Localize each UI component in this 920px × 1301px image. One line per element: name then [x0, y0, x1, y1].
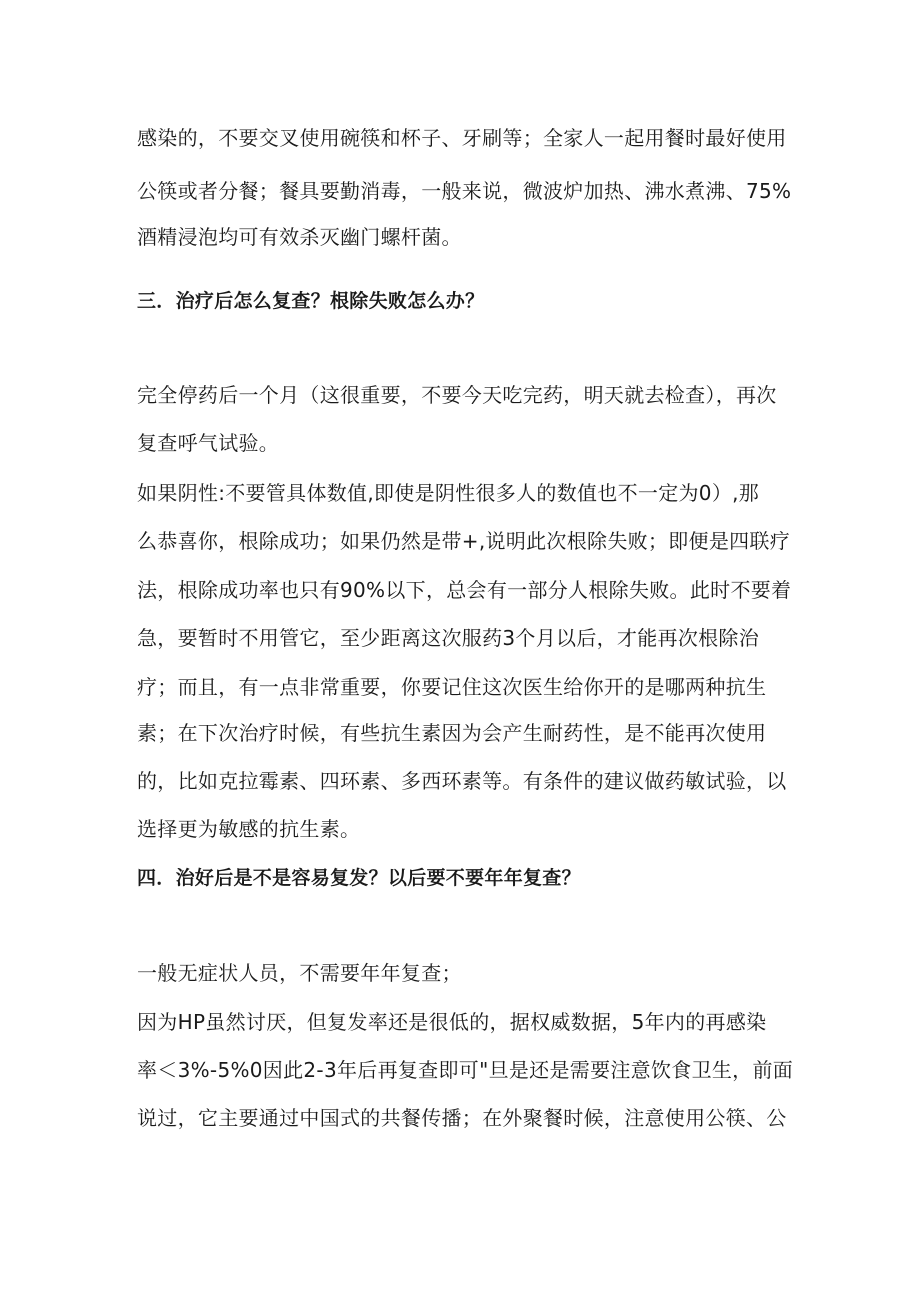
paragraph-line: 复查呼气试验。: [137, 431, 280, 455]
paragraph-line: 的，比如克拉霉素、四环素、多西环素等。有条件的建议做药敏试验，以: [137, 769, 787, 793]
paragraph-line: 么恭喜你，根除成功；如果仍然是带+,说明此次根除失败；即便是四联疗: [137, 529, 791, 553]
paragraph-line: 说过，它主要通过中国式的共餐传播；在外聚餐时候，注意使用公筷、公: [137, 1106, 787, 1130]
paragraph-line: 素；在下次治疗时候，有些抗生素因为会产生耐药性，是不能再次使用: [137, 721, 767, 745]
paragraph-line: 急，要暂时不用管它，至少距离这次服药3个月以后，才能再次根除治: [137, 626, 760, 650]
paragraph-line: 一般无症状人员，不需要年年复查；: [137, 961, 462, 985]
paragraph-line: 疗；而且，有一点非常重要，你要记住这次医生给你开的是哪两种抗生: [137, 675, 767, 699]
paragraph-line: 法，根除成功率也只有90%以下，总会有一部分人根除失败。此时不要着: [137, 578, 792, 602]
section-heading-3: 三．治疗后怎么复查？根除失败怎么办？: [137, 290, 485, 312]
paragraph-line: 酒精浸泡均可有效杀灭幽门螺杆菌。: [137, 225, 462, 249]
paragraph-line: 因为HP虽然讨厌，但复发率还是很低的，据权威数据，5年内的再感染: [137, 1010, 767, 1034]
paragraph-line: 率＜3%-5%0因此2-3年后再复查即可"旦是还是需要注意饮食卫生，前面: [137, 1058, 794, 1082]
paragraph-line: 公筷或者分餐；餐具要勤消毒，一般来说，微波炉加热、沸水煮沸、75%: [137, 179, 792, 203]
paragraph-line: 选择更为敏感的抗生素。: [137, 817, 361, 841]
section-heading-4: 四．治好后是不是容易复发？以后要不要年年复查？: [137, 867, 581, 889]
paragraph-line: 完全停药后一个月（这很重要，不要今天吃完药，明天就去检查），再次: [137, 383, 777, 407]
paragraph-line: 感染的，不要交叉使用碗筷和杯子、牙刷等；全家人一起用餐时最好使用: [137, 126, 787, 150]
paragraph-line: 如果阴性:不要管具体数值,即使是阴性很多人的数值也不一定为0）,那: [137, 481, 760, 505]
